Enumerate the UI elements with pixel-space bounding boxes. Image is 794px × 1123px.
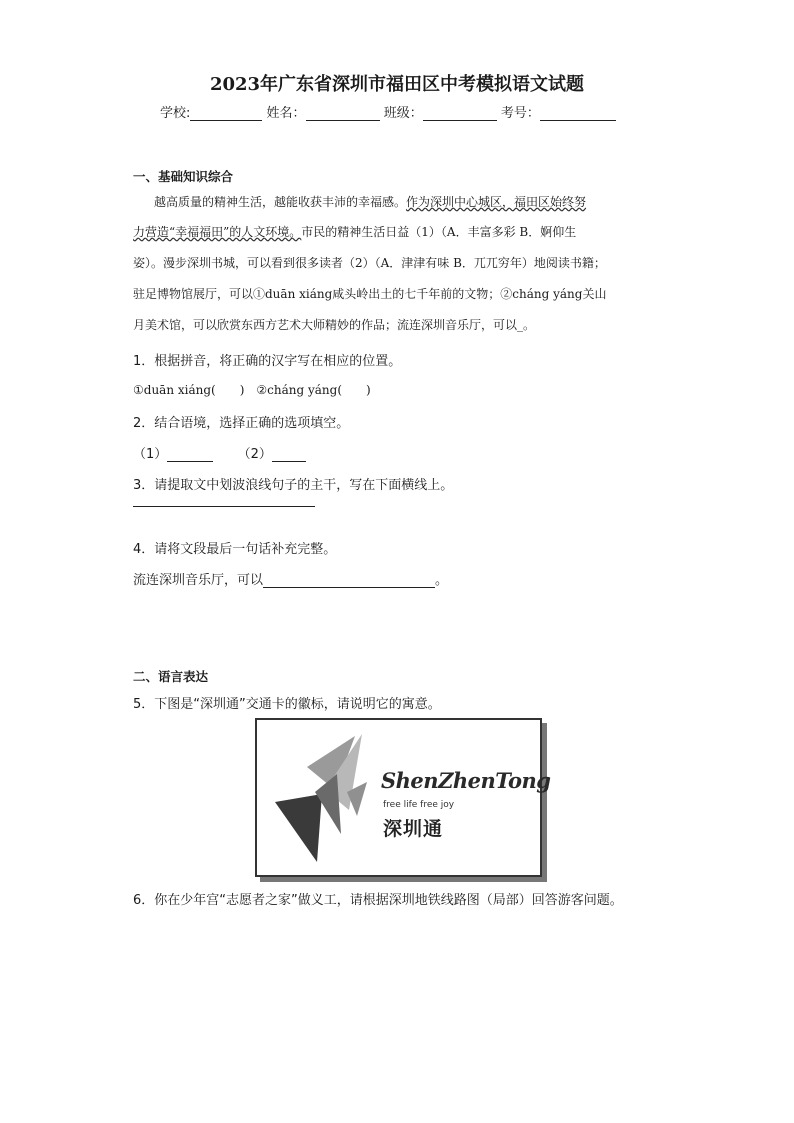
section1-heading: 一、基础知识综合: [133, 169, 234, 184]
passage-line-5: 月美术馆，可以欣赏东西方艺术大师精妙的作品；流连深圳音乐厅，可以_。: [133, 318, 536, 332]
q2-blank-1[interactable]: [167, 447, 213, 462]
logo-brand-text: ShenZhenTong: [381, 768, 551, 793]
q4-blank[interactable]: [263, 573, 435, 588]
school-label: 学校:: [160, 106, 191, 121]
passage-text: 越高质量的精神生活，越能收获丰沛的幸福感。: [154, 195, 407, 209]
wavy-sentence: 作为深圳中心城区，福田区始终努: [406, 195, 587, 209]
shenzhentong-logo: [255, 718, 551, 877]
passage-text: 市民的精神生活日益（1）（A．丰富多彩 B．婀仰生: [301, 225, 577, 239]
page-title: 2023年广东省深圳市福田区中考模拟语文试题: [209, 74, 585, 95]
question-4: 4．请将文段最后一句话补充完整。: [133, 542, 337, 557]
header-fields: [160, 102, 616, 121]
q2-label-2: （2）: [237, 447, 272, 462]
q4-prompt-text: 流连深圳音乐厅，可以: [133, 573, 264, 588]
logo-graphic-icon: [267, 722, 387, 872]
school-blank[interactable]: [190, 106, 262, 121]
exam-no-blank[interactable]: [540, 106, 616, 121]
question-1: 1．根据拼音，将正确的汉字写在相应的位置。: [133, 354, 402, 369]
q2-blank-2[interactable]: [272, 447, 306, 462]
exam-no-label: 考号：: [500, 106, 540, 121]
question-5: 5．下图是“深圳通”交通卡的徽标，请说明它的寓意。: [133, 697, 441, 712]
question-3: 3．请提取文中划波浪线句子的主干，写在下面横线上。: [133, 478, 454, 493]
passage-line-3: 姿）。漫步深圳书城，可以看到很多读者（2）（A．津津有味 B．兀兀穷年）地阅读书籍；: [133, 256, 606, 270]
name-label: 姓名：: [266, 106, 306, 121]
q4-end: 。: [435, 573, 449, 588]
name-blank[interactable]: [306, 106, 380, 121]
class-label: 班级：: [383, 106, 423, 121]
passage-line-4: 驻足博物馆展厅，可以①duān xiáng咸头岭出土的七千年前的文物；②cháng yáng关山: [133, 287, 607, 301]
logo-slogan: free life free joy: [383, 800, 455, 810]
question-1-answers[interactable]: ①duān xiáng( ) ②cháng yáng( ): [133, 383, 371, 397]
logo-brand-cn: 深圳通: [383, 818, 444, 840]
q2-label-1: （1）: [133, 447, 168, 462]
section2-heading: 二、语言表达: [133, 669, 209, 684]
wavy-sentence: 力营造“幸福福田”的人文环境。: [133, 225, 302, 239]
question-6: 6．你在少年宫“志愿者之家”做义工，请根据深圳地铁线路图（局部）回答游客问题。: [133, 893, 623, 908]
question-2: 2．结合语境，选择正确的选项填空。: [133, 416, 350, 431]
passage-line-1: [154, 193, 586, 210]
passage-line-2: [133, 223, 576, 240]
class-blank[interactable]: [423, 106, 497, 121]
question-4-prompt: [133, 569, 448, 588]
q3-answer-line[interactable]: [133, 506, 315, 507]
question-2-answers: [133, 443, 306, 462]
